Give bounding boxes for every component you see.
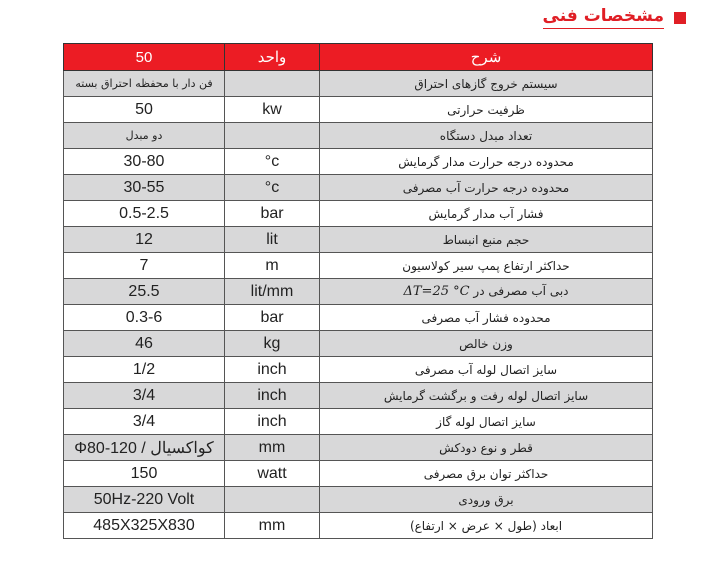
- spec-description-text: سایز اتصال لوله رفت و برگشت گرمایش: [383, 388, 589, 403]
- header-description: شرح: [320, 44, 653, 71]
- spec-description: [320, 201, 653, 227]
- table-row: [64, 97, 653, 123]
- spec-description: [320, 123, 653, 149]
- spec-description-text: دبی آب مصرفی در: [473, 284, 569, 298]
- spec-value: 0.5-2.5: [64, 201, 225, 227]
- spec-unit: m: [225, 253, 320, 279]
- table-row: [64, 435, 653, 461]
- spec-description: [320, 331, 653, 357]
- spec-value: 150: [64, 461, 225, 487]
- spec-description-math: ΔT=25 °C: [403, 284, 470, 299]
- spec-value: فن دار با محفظه احتراق بسته: [64, 71, 225, 97]
- spec-value: 50: [64, 97, 225, 123]
- table-row: [64, 305, 653, 331]
- spec-value: 3/4: [64, 383, 225, 409]
- spec-unit: [225, 487, 320, 513]
- header-unit: واحد: [225, 44, 320, 71]
- spec-unit: bar: [225, 201, 320, 227]
- table-header-row: [64, 44, 653, 71]
- spec-unit: mm: [225, 435, 320, 461]
- spec-description-text: حداکثر ارتفاع پمپ سیر کولاسیون: [402, 258, 570, 273]
- spec-description-text: برق ورودی: [458, 492, 514, 507]
- spec-value: 7: [64, 253, 225, 279]
- table-row: [64, 487, 653, 513]
- spec-description-text: سایز اتصال لوله آب مصرفی: [414, 362, 558, 377]
- table-row: [64, 175, 653, 201]
- spec-description-text: ظرفیت حرارتی: [447, 102, 525, 117]
- spec-value: 46: [64, 331, 225, 357]
- spec-description-text: تعداد مبدل دستگاه: [439, 128, 533, 143]
- bullet-square-icon: [674, 12, 686, 24]
- spec-description: [320, 227, 653, 253]
- table-row: [64, 227, 653, 253]
- spec-description: [320, 97, 653, 123]
- spec-description: [320, 487, 653, 513]
- spec-value: 30-80: [64, 149, 225, 175]
- spec-description: [320, 279, 653, 305]
- spec-description: [320, 409, 653, 435]
- spec-description-text: محدوده درجه حرارت مدار گرمایش: [398, 154, 574, 169]
- table-row: [64, 461, 653, 487]
- table-row: [64, 357, 653, 383]
- spec-description: [320, 71, 653, 97]
- spec-description-text: ابعاد (طول × عرض × ارتفاع): [409, 518, 563, 533]
- spec-unit: [225, 71, 320, 97]
- spec-unit: lit: [225, 227, 320, 253]
- spec-description: [320, 253, 653, 279]
- spec-description: [320, 149, 653, 175]
- spec-unit: lit/mm: [225, 279, 320, 305]
- table-row: [64, 409, 653, 435]
- spec-unit: °c: [225, 175, 320, 201]
- spec-unit: inch: [225, 383, 320, 409]
- spec-description-text: فشار آب مدار گرمایش: [428, 206, 544, 221]
- spec-value: Φ80-120 / کواکسیال: [64, 435, 225, 461]
- header-value: 50: [64, 44, 225, 71]
- spec-description-text: محدوده درجه حرارت آب مصرفی: [402, 180, 570, 195]
- spec-unit: kg: [225, 331, 320, 357]
- spec-unit: [225, 123, 320, 149]
- section-title: مشخصات فنی: [543, 6, 664, 29]
- spec-description: [320, 383, 653, 409]
- spec-description: [320, 513, 653, 539]
- spec-value: دو مبدل: [64, 123, 225, 149]
- spec-description: [320, 175, 653, 201]
- spec-description: [320, 305, 653, 331]
- table-row: [64, 279, 653, 305]
- spec-value: 50Hz-220 Volt: [64, 487, 225, 513]
- spec-description: [320, 435, 653, 461]
- spec-unit: mm: [225, 513, 320, 539]
- spec-value: 30-55: [64, 175, 225, 201]
- spec-value: 1/2: [64, 357, 225, 383]
- section-heading: [543, 6, 686, 29]
- spec-description-text: محدوده فشار آب مصرفی: [421, 310, 551, 325]
- spec-unit: watt: [225, 461, 320, 487]
- spec-unit: °c: [225, 149, 320, 175]
- specs-table: [63, 43, 653, 539]
- spec-value: 0.3-6: [64, 305, 225, 331]
- table-row: [64, 331, 653, 357]
- table-row: [64, 253, 653, 279]
- spec-unit: bar: [225, 305, 320, 331]
- table-row: [64, 123, 653, 149]
- spec-value: 3/4: [64, 409, 225, 435]
- table-row: [64, 201, 653, 227]
- spec-value: 12: [64, 227, 225, 253]
- spec-unit: inch: [225, 409, 320, 435]
- spec-value: 485X325X830: [64, 513, 225, 539]
- spec-description-text: وزن خالص: [459, 336, 513, 351]
- spec-value: 25.5: [64, 279, 225, 305]
- spec-description-text: حداکثر توان برق مصرفی: [423, 466, 549, 481]
- spec-description-text: سیستم خروج گازهای احتراق: [414, 76, 558, 91]
- table-row: [64, 383, 653, 409]
- table-row: [64, 513, 653, 539]
- spec-description-text: قطر و نوع دودکش: [439, 440, 533, 455]
- table-row: [64, 149, 653, 175]
- spec-unit: kw: [225, 97, 320, 123]
- spec-description-text: حجم منبع انبساط: [442, 232, 530, 247]
- spec-description: [320, 357, 653, 383]
- table-row: [64, 71, 653, 97]
- spec-unit: inch: [225, 357, 320, 383]
- spec-description: [320, 461, 653, 487]
- spec-description-text: سایز اتصال لوله گاز: [436, 414, 536, 429]
